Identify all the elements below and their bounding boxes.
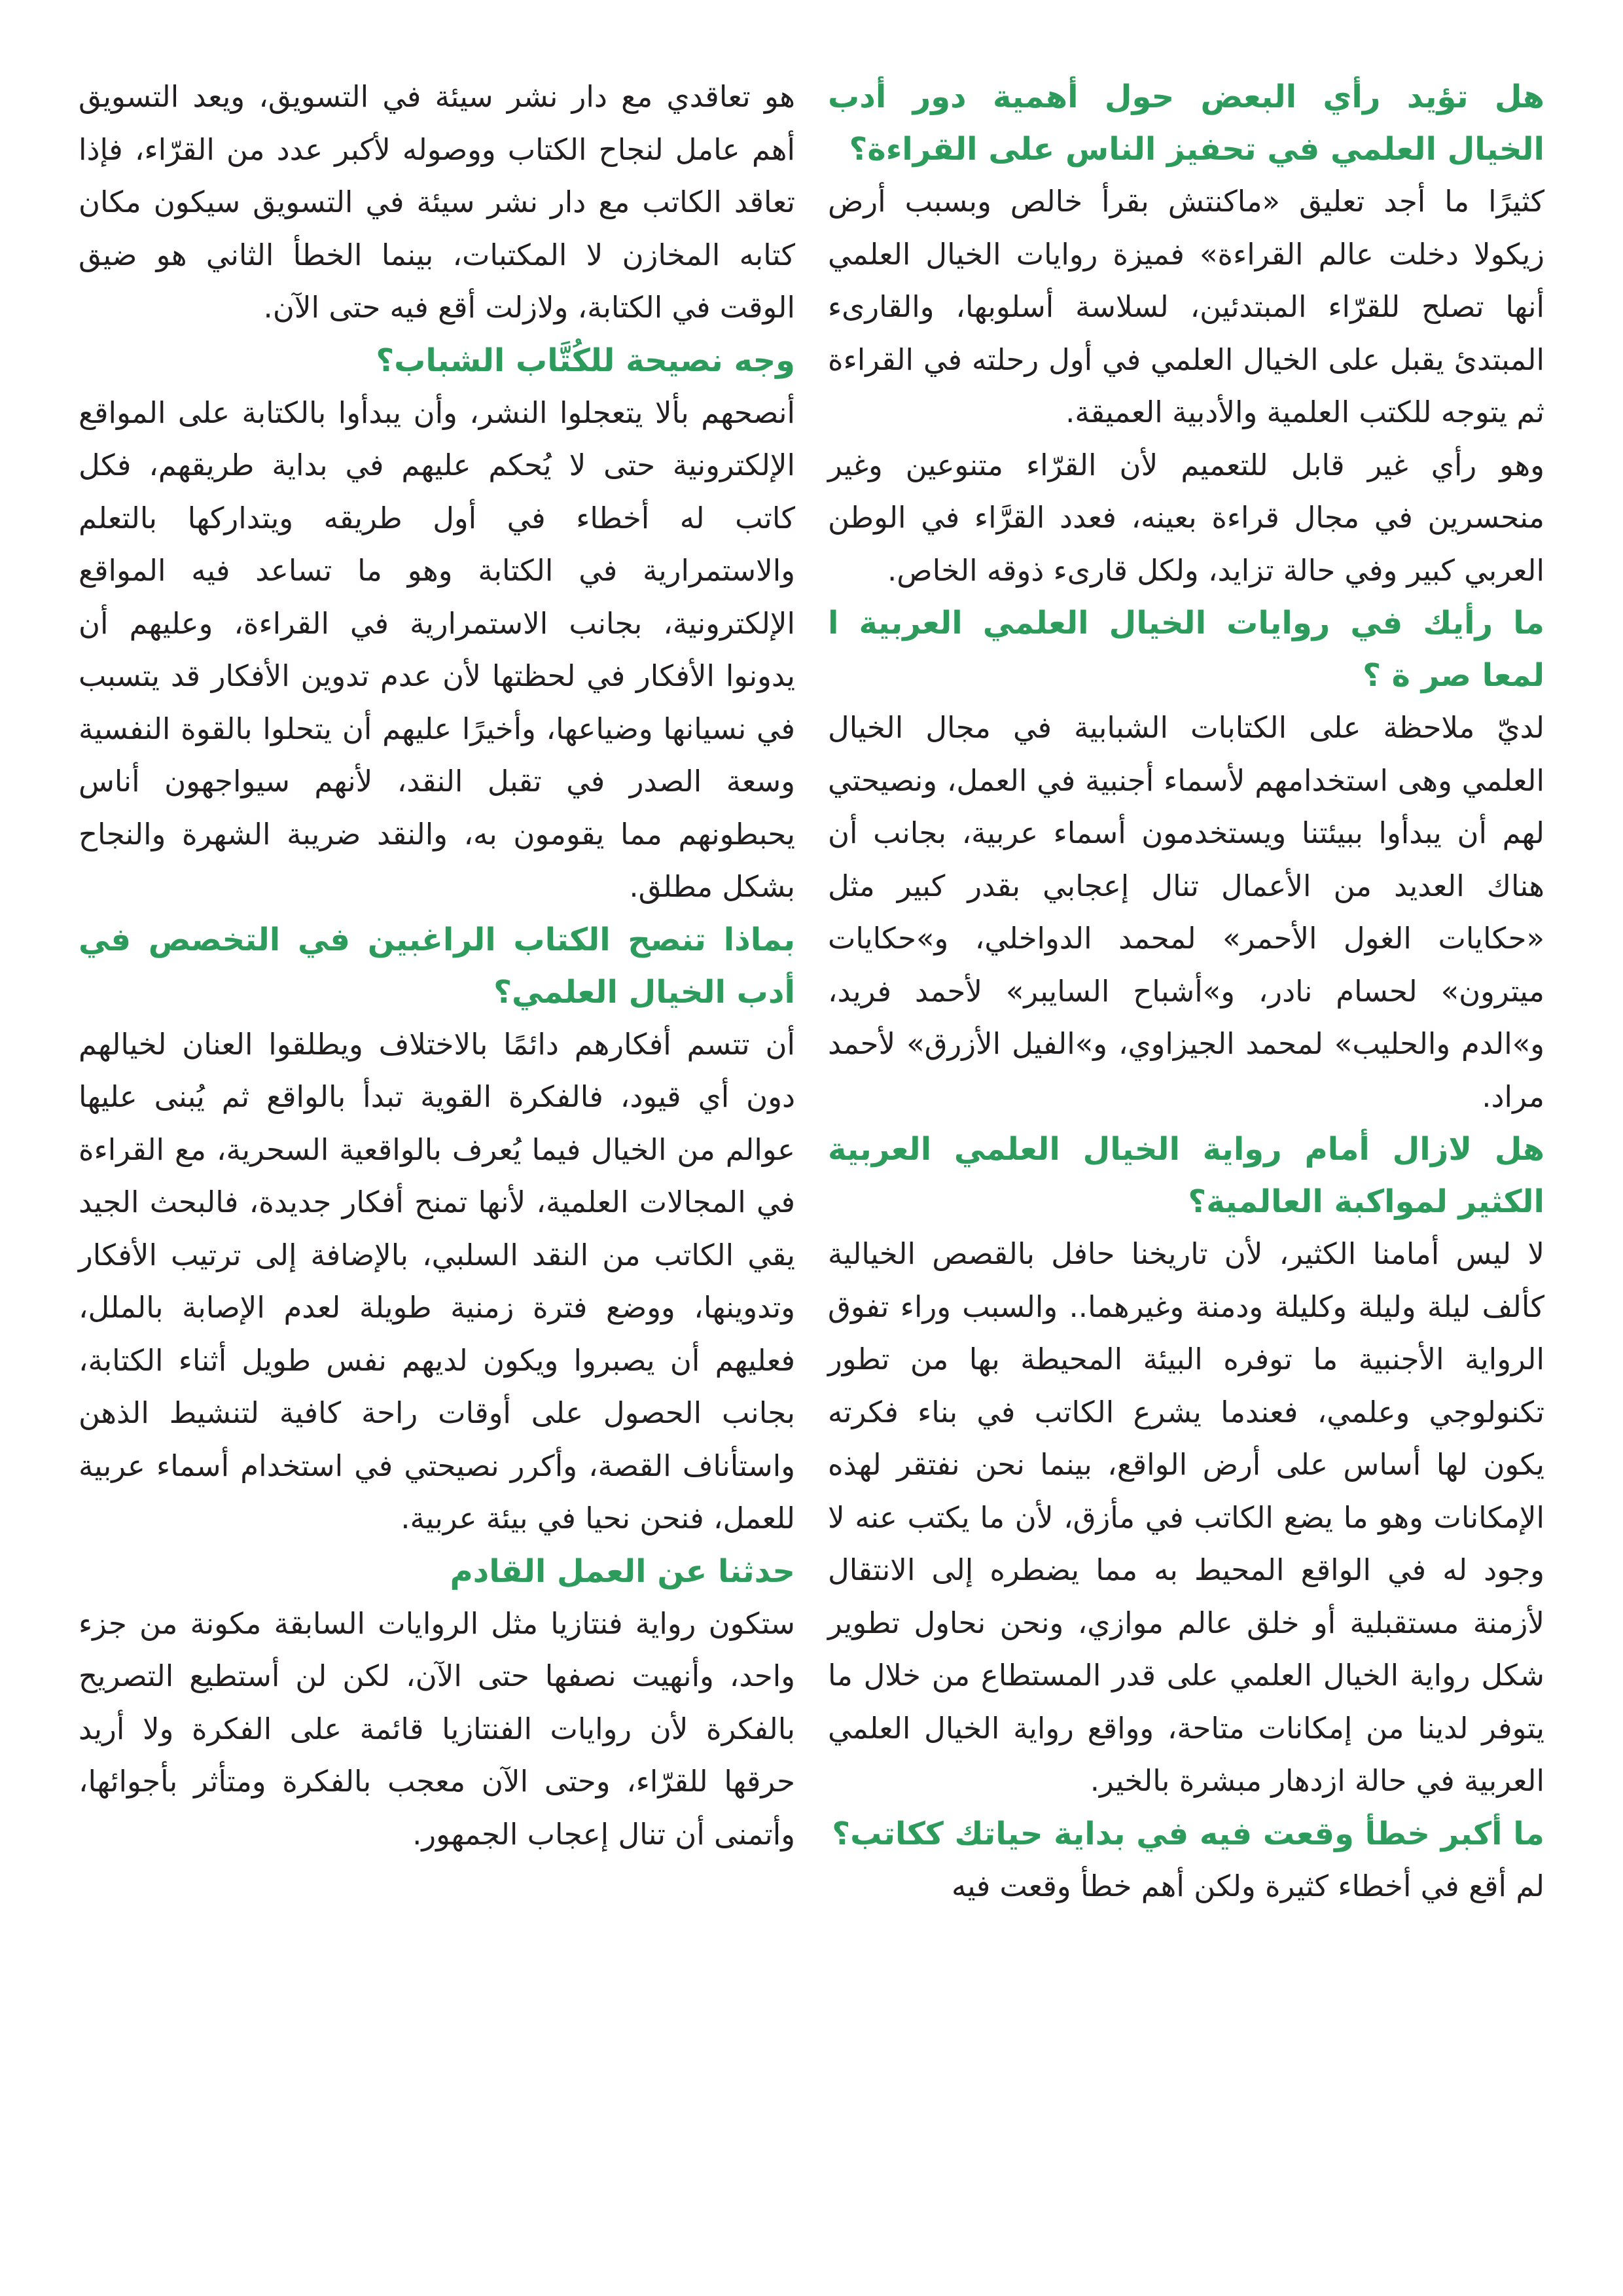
answer-paragraph: ستكون رواية فنتازيا مثل الروايات السابقة مكونة من جزء واحد، وأنهيت نصفها حتى الآن، لكن لن أستطيع التصريح بالفكرة لأن روايات الفنتازيا قائمة على الفكرة ولا أريد حرقها للقرّاء، وحتى الآن معجب بالفكرة ومتأثر بأجوائها، وأتمنى أن تنال إعجاب الجمهور. xyxy=(79,1605,795,1852)
question-heading: ما أكبر خطأ وقعت فيه في بداية حياتك ككاتب؟ xyxy=(832,1815,1544,1852)
answer-paragraph: لم أقع في أخطاء كثيرة ولكن أهم خطأ وقعت فيه xyxy=(952,1868,1544,1903)
answer-paragraph: أنصحهم بألا يتعجلوا النشر، وأن يبدأوا بالكتابة على المواقع الإلكترونية حتى لا يُحكم عليهم في بداية طريقهم، فكل كاتب له أخطاء في أول طريقه ويتداركها بالتعلم والاستمرارية في الكتابة وهو ما تساعد فيه المواقع الإلكترونية، بجانب الاستمرارية في القراءة، وعليهم أن يدونوا الأفكار في لحظتها لأن عدم تدوين الأفكار قد يتسبب في نسيانها وضياعها، وأخيرًا عليهم أن يتحلوا بالقوة النفسية وسعة الصدر في تقبل النقد، لأنهم سيواجهون أناس يحبطونهم مما يقومون به، والنقد ضريبة الشهرة والنجاح بشكل مطلق. xyxy=(79,395,795,904)
question-heading: هل لازال أمام رواية الخيال العلمي العربية الكثير لمواكبة العالمية؟ xyxy=(828,1131,1544,1220)
answer-paragraph: لا ليس أمامنا الكثير، لأن تاريخنا حافل بالقصص الخيالية كألف ليلة وليلة وكليلة ودمنة وغيرهما.. والسبب وراء تفوق الرواية الأجنبية ما توفره البيئة المحيطة بها من تطور تكنولوجي وعلمي، فعندما يشرع الكاتب في بناء فكرته يكون لها أساس على أرض الواقع، بينما نحن نفتقر لهذه الإمكانات وهو ما يضع الكاتب في مأزق، لأن ما يكتب عنه لا وجود له في الواقع المحيط به مما يضطره إلى الانتقال لأزمنة مستقبلية أو خلق عالم موازي، ونحن نحاول تطوير شكل رواية الخيال العلمي على قدر المستطاع من خلال ما يتوفر لدينا من إمكانات متاحة، وواقع رواية الخيال العلمي العربية في حالة ازدهار مبشرة بالخير. xyxy=(828,1236,1544,1798)
question-heading: بماذا تنصح الكتاب الراغبين في التخصص في أدب الخيال العلمي؟ xyxy=(79,921,795,1011)
question-heading: حدثنا عن العمل القادم xyxy=(450,1552,795,1590)
answer-paragraph: هو تعاقدي مع دار نشر سيئة في التسويق، ويعد التسويق أهم عامل لنجاح الكتاب ووصوله لأكبر عدد من القرّاء، فإذا تعاقد الكاتب مع دار نشر سيئة في التسويق سيكون مكان كتابه المخازن لا المكتبات، بينما الخطأ الثاني هو ضيق الوقت في الكتابة، ولازلت أقع فيه حتى الآن. xyxy=(79,79,795,325)
question-heading: ما رأيك في روايات الخيال العلمي العربية ا لمعا صر ة ؟ xyxy=(828,605,1544,694)
answer-paragraph: كثيرًا ما أجد تعليق «ماكنتش بقرأ خالص وبسبب أرض زيكولا دخلت عالم القراءة» فميزة روايات الخيال العلمي أنها تصلح للقرّاء المبتدئين، لسلاسة أسلوبها، والقارىء المبتدئ يقبل على الخيال العلمي في أول رحلته في القراءة ثم يتوجه للكتب العلمية والأدبية العميقة. xyxy=(828,184,1544,429)
answer-paragraph: أن تتسم أفكارهم دائمًا بالاختلاف ويطلقوا العنان لخيالهم دون أي قيود، فالفكرة القوية تبدأ بالواقع ثم يُبنى عليها عوالم من الخيال فيما يُعرف بالواقعية السحرية، مع القراءة في المجالات العلمية، لأنها تمنح أفكار جديدة، فالبحث الجيد يقي الكاتب من النقد السلبي، بالإضافة إلى ترتيب الأفكار وتدوينها، ووضع فترة زمنية طويلة لعدم الإصابة بالملل، فعليهم أن يصبروا ويكون لديهم نفس طويل أثناء الكتابة، بجانب الحصول على أوقات راحة كافية لتنشيط الذهن واستأناف القصة، وأكرر نصيحتي في استخدام أسماء عربية للعمل، فنحن نحيا في بيئة عربية. xyxy=(79,1026,795,1535)
answer-paragraph: وهو رأي غير قابل للتعميم لأن القرّاء متنوعين وغير منحسرين في مجال قراءة بعينه، فعدد القرَّاء في الوطن العربي كبير وفي حالة تزايد، ولكل قارىء ذوقه الخاص. xyxy=(828,447,1544,588)
question-heading: وجه نصيحة للكُتَّاب الشباب؟ xyxy=(376,342,795,379)
answer-paragraph: لديّ ملاحظة على الكتابات الشبابية في مجال الخيال العلمي وهى استخدامهم لأسماء أجنبية في العمل، ونصيحتي لهم أن يبدأوا ببيئتنا ويستخدمون أسماء عربية، بجانب أن هناك العديد من الأعمال تنال إعجابي بقدر كبير مثل «حكايات الغول الأحمر» لمحمد الدواخلي، و»حكايات ميترون» لحسام نادر، و»أشباح السايبر» لأحمد فريد، و»الدم والحليب» لمحمد الجيزاوي، و»الفيل الأزرق» لأحمد مراد. xyxy=(828,710,1544,1114)
question-heading: هل تؤيد رأي البعض حول أهمية دور أدب الخيال العلمي في تحفيز الناس على القراءة؟ xyxy=(828,79,1544,168)
right-column xyxy=(828,71,1544,1912)
left-column xyxy=(79,71,795,1861)
